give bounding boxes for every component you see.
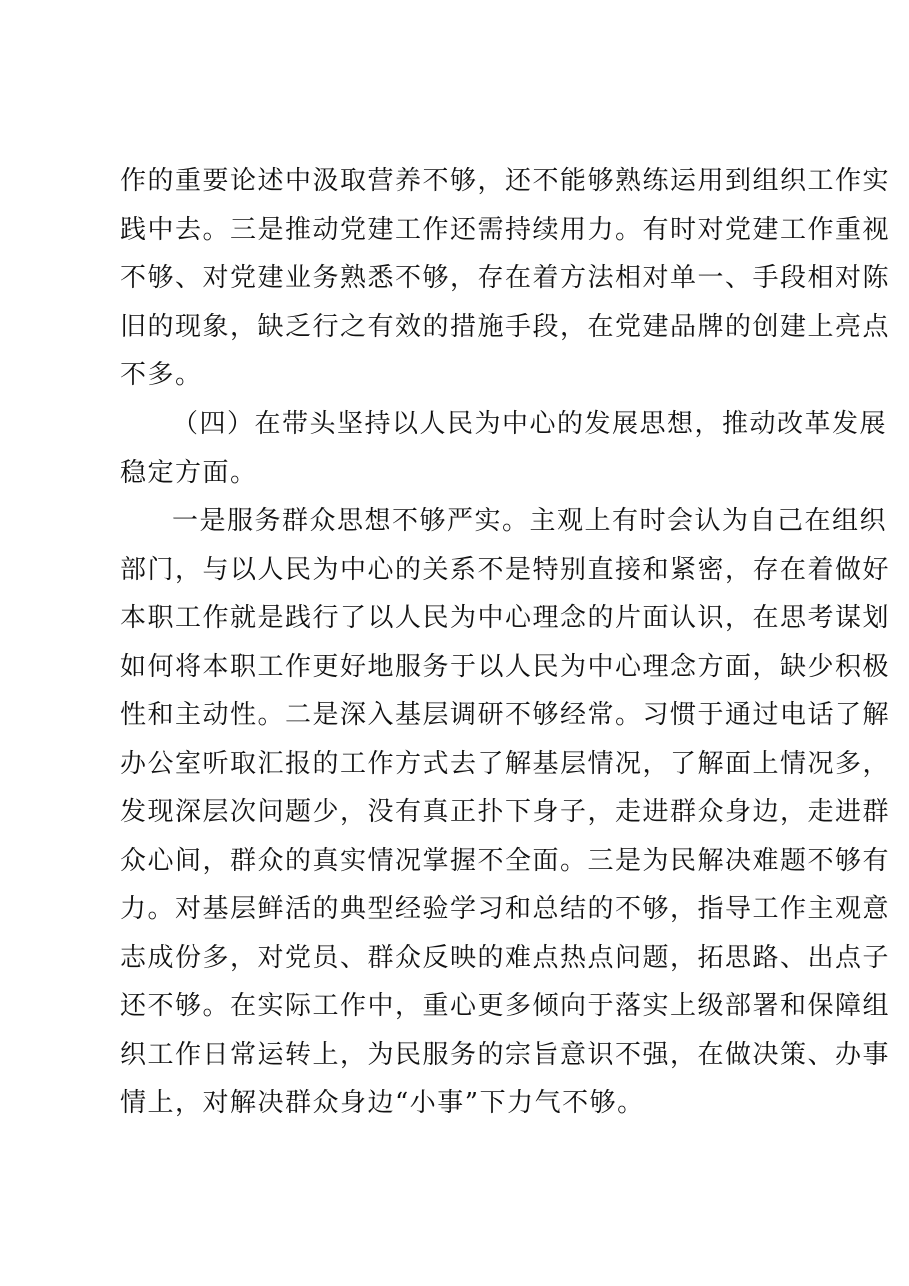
text-line: 部门，与以人民为中心的关系不是特别直接和紧密，存在着做好 bbox=[120, 554, 891, 585]
paragraph-continuation bbox=[120, 157, 891, 400]
text-line: 还不够。在实际工作中，重心更多倾向于落实上级部署和保障组 bbox=[120, 991, 891, 1021]
text-line: 一是服务群众思想不够严实。主观上有时会认为自己在组织 bbox=[172, 506, 888, 536]
text-line: 本职工作就是践行了以人民为中心理念的片面认识，在思考谋划 bbox=[120, 603, 891, 633]
text-line: 织工作日常运转上，为民服务的宗旨意识不强，在做决策、办事 bbox=[120, 1039, 891, 1070]
text-line: 作的重要论述中汲取营养不够，还不能够熟练运用到组织工作实 bbox=[120, 166, 891, 196]
text-line: 众心间，群众的真实情况掌握不全面。三是为民解决难题不够有 bbox=[120, 845, 891, 876]
section-heading bbox=[120, 400, 888, 497]
text-line: 旧的现象，缺乏行之有效的措施手段，在党建品牌的创建上亮点 bbox=[120, 311, 891, 342]
text-line: 志成份多，对党员、群众反映的难点热点问题，拓思路、出点子 bbox=[120, 942, 891, 973]
text-line: 不够、对党建业务熟悉不够，存在着方法相对单一、手段相对陈 bbox=[120, 263, 891, 293]
heading-line: （四）在带头坚持以人民为中心的发展思想，推动改革发展 bbox=[172, 409, 888, 439]
text-line: 如何将本职工作更好地服务于以人民为中心理念方面，缺少积极 bbox=[120, 651, 891, 682]
text-line: 不多。 bbox=[120, 360, 203, 390]
text-line: 践中去。三是推动党建工作还需持续用力。有时对党建工作重视 bbox=[120, 214, 891, 245]
text-line: 情上，对解决群众身边“小事”下力气不够。 bbox=[120, 1088, 645, 1118]
text-line: 性和主动性。二是深入基层调研不够经常。习惯于通过电话了解 bbox=[120, 700, 891, 730]
paragraph-body bbox=[120, 497, 891, 1128]
text-line: 发现深层次问题少，没有真正扑下身子，走进群众身边，走进群 bbox=[120, 797, 891, 827]
heading-line: 稳定方面。 bbox=[120, 457, 258, 488]
text-line: 办公室听取汇报的工作方式去了解基层情况，了解面上情况多， bbox=[120, 748, 891, 779]
text-line: 力。对基层鲜活的典型经验学习和总结的不够，指导工作主观意 bbox=[120, 894, 891, 924]
